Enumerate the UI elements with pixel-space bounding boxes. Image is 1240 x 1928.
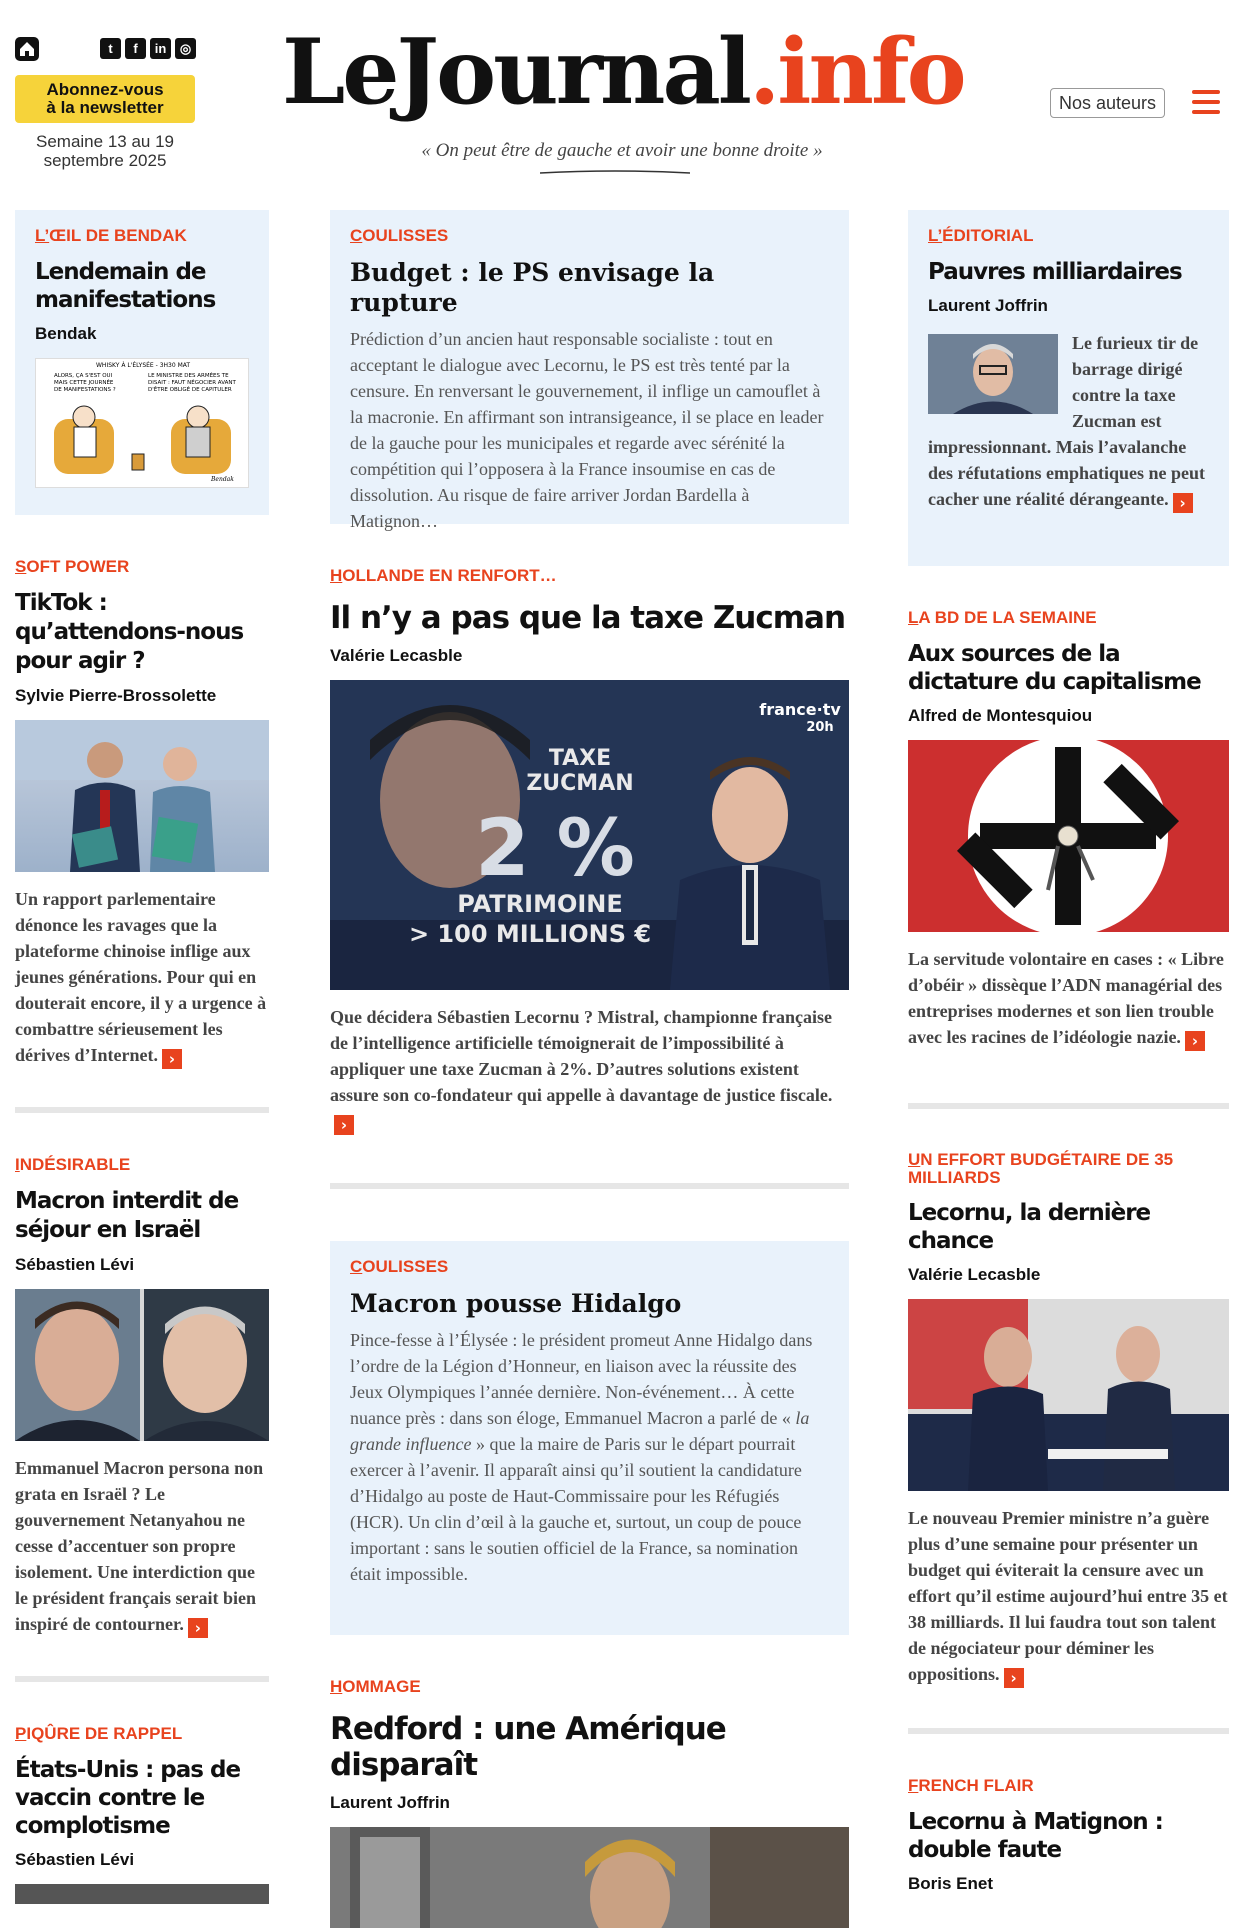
article-author[interactable]: Sébastien Lévi [15, 1255, 135, 1274]
tagline: « On peut être de gauche et avoir une bonne droite » [421, 140, 823, 161]
twitter-icon[interactable]: t [100, 38, 121, 59]
photo-two-people [15, 720, 269, 872]
article-title[interactable]: TikTok : qu’attendons-nous pour agir ? [15, 590, 244, 674]
article-teaser-text: Un rapport parlementaire dénonce les ravages que la plateforme chinoise inflige aux jeunes générations. Pour qui en douterait encore, il y a urgence à combattre sérieusement les dérives d’Internet. [15, 889, 267, 1065]
article-title[interactable]: Macron interdit de séjour en Israël [15, 1188, 239, 1243]
article-card[interactable] [15, 210, 269, 515]
site-header [0, 0, 1240, 200]
instagram-icon[interactable]: ◎ [175, 38, 196, 59]
article-title[interactable]: Lecornu, la dernière chance [908, 1200, 1151, 1254]
logo-text-suffix: .info [748, 19, 964, 125]
article-title[interactable]: Lecornu à Matignon : double faute [908, 1809, 1163, 1863]
article-title[interactable]: États-Unis : pas de vaccin contre le complotisme [15, 1757, 241, 1839]
read-more-arrow-icon[interactable]: › [1173, 493, 1193, 513]
cartoon-caption: WHISKY À L'ÉLYSÉE - 3H30 MAT [96, 362, 191, 369]
cartoon-bubble-right-3: D'ÊTRE OBLIGÉ DE CAPITULER [148, 387, 232, 393]
article-card[interactable] [330, 566, 849, 1135]
article-card[interactable] [908, 210, 1229, 566]
read-more-arrow-icon[interactable]: › [1004, 1668, 1024, 1688]
facebook-icon[interactable]: f [125, 38, 146, 59]
tv-text-rate: 2 % [475, 804, 635, 894]
article-kicker: L’ÉDITORIAL [928, 226, 1034, 245]
comic-cover [908, 740, 1229, 932]
article-card[interactable] [330, 210, 849, 531]
article-kicker: INDÉSIRABLE [15, 1155, 131, 1174]
cartoon-bubble-right-2: DISAIT : FAUT NÉGOCIER AVANT [148, 380, 236, 386]
divider [908, 1728, 1229, 1734]
divider [15, 1676, 269, 1682]
photo-redford [330, 1827, 849, 1928]
article-card[interactable] [908, 1776, 1229, 1894]
divider [330, 1183, 849, 1189]
article-title[interactable]: Budget : le PS envisage la rupture [350, 258, 715, 317]
article-title[interactable]: Macron pousse Hidalgo [350, 1289, 682, 1318]
cartoon-bubble-left-3: DE MANIFESTATIONS ? [54, 387, 116, 393]
photo-signing [908, 1299, 1229, 1491]
article-teaser[interactable] [15, 1455, 269, 1638]
article-author[interactable]: Boris Enet [908, 1874, 994, 1893]
article-author[interactable]: Valérie Lecasble [908, 1265, 1041, 1284]
article-teaser-text: La servitude volontaire en cases : « Libre d’obéir » dissèque l’ADN managérial des entreprises modernes et son lien trouble avec les racines de l’idéologie nazie. [908, 949, 1224, 1047]
article-card[interactable] [908, 608, 1229, 1051]
article-image[interactable] [15, 1289, 269, 1441]
article-title[interactable]: Il n’y a pas que la taxe Zucman [330, 600, 846, 636]
authors-button[interactable]: Nos auteurs [1050, 88, 1165, 118]
tv-text-threshold: > 100 MILLIONS € [408, 920, 652, 948]
portrait-joffrin [928, 334, 1058, 414]
article-body [350, 1327, 829, 1587]
tv-text-zucman: ZUCMAN [526, 771, 634, 796]
article-card[interactable] [15, 1155, 269, 1638]
middle-column [330, 210, 849, 1928]
newsletter-label-line1: Abonnez-vous [46, 80, 164, 99]
cartoon-image[interactable] [35, 358, 249, 488]
article-image[interactable] [15, 720, 269, 872]
tv-screenshot [330, 680, 849, 990]
logo-text-main: LeJournal [282, 19, 749, 125]
linkedin-icon[interactable]: in [150, 38, 171, 59]
right-column [908, 210, 1229, 1894]
article-author[interactable]: Bendak [35, 324, 97, 343]
tagline-swash [540, 170, 690, 174]
article-card[interactable] [15, 557, 269, 1069]
week-line-1: Semaine 13 au 19 [36, 132, 174, 151]
article-author[interactable]: Laurent Joffrin [928, 296, 1048, 315]
read-more-arrow-icon[interactable]: › [334, 1115, 354, 1135]
divider [15, 1107, 269, 1113]
article-author[interactable]: Alfred de Montesquiou [908, 706, 1093, 725]
article-image[interactable] [330, 1827, 849, 1928]
week-line-2: septembre 2025 [43, 151, 167, 170]
article-author[interactable]: Sébastien Lévi [15, 1850, 135, 1869]
cartoon-bubble-left-2: MAIS CETTE JOURNÉE [54, 380, 114, 386]
article-teaser-text: Le furieux tir de barrage dirigé contre la taxe Zucman est impressionnant. Mais l’avalanche des réfutations emphatiques ne peut cacher une réalité dérangeante. [928, 333, 1206, 509]
photo-two-portraits [15, 1289, 269, 1441]
article-image[interactable] [908, 740, 1229, 932]
article-kicker: FRENCH FLAIR [908, 1776, 1034, 1795]
article-title[interactable]: Redford : une Amérique disparaît [330, 1711, 726, 1783]
home-icon[interactable] [14, 36, 40, 62]
article-teaser[interactable] [908, 1505, 1229, 1688]
article-teaser[interactable] [908, 946, 1229, 1051]
article-card[interactable] [330, 1677, 849, 1928]
article-kicker: PIQÛRE DE RAPPEL [15, 1724, 183, 1743]
read-more-arrow-icon[interactable]: › [162, 1049, 182, 1069]
article-kicker: COULISSES [350, 226, 449, 245]
article-card[interactable] [15, 1724, 269, 1904]
article-title[interactable]: Lendemain de manifestations [35, 259, 216, 313]
article-kicker: HOLLANDE EN RENFORT… [330, 566, 557, 585]
newsletter-button[interactable] [15, 75, 195, 123]
social-links [100, 38, 196, 59]
article-card[interactable] [330, 1241, 849, 1635]
article-author[interactable]: Laurent Joffrin [330, 1793, 450, 1812]
tv-show-label: 20h [806, 720, 834, 735]
article-kicker: SOFT POWER [15, 557, 130, 576]
left-column [15, 210, 269, 1904]
article-kicker: COULISSES [350, 1257, 449, 1276]
read-more-arrow-icon[interactable]: › [188, 1618, 208, 1638]
article-card[interactable] [908, 1151, 1229, 1688]
article-author[interactable]: Sylvie Pierre-Brossolette [15, 686, 217, 705]
article-teaser-text: Le nouveau Premier ministre n’a guère plus d’une semaine pour présenter un budget qui éviterait la censure avec un effort qu’il estime aujourd’hui entre 35 et 38 milliards. Il lui faudra tout son talent de négociateur pour déminer les oppositions. [908, 1508, 1228, 1684]
article-kicker: UN EFFORT BUDGÉTAIRE DE 35 MILLIARDS [908, 1150, 1174, 1187]
article-teaser-text: Emmanuel Macron persona non grata en Israël ? Le gouvernement Netanyahou ne cesse d’accentuer son propre isolement. Une interdiction que le président français serait bien inspiré de contourner. [15, 1458, 264, 1634]
cartoon-signature: Bendak [211, 476, 234, 483]
article-body: Prédiction d’un ancien haut responsable socialiste : tout en acceptant le dialogue avec Lecornu, le PS est très tenté par la censure. En renversant le gouvernement, il inflige un camouflet à la macronie. En affirmant son intransigeance, il se place en leader de la gauche pour les municipales et regarde avec sérénité la compétition qui l’opposera à la France insoumise en cas de dissolution. Au risque de faire arriver Jordan Bardella à Matignon… [350, 329, 824, 531]
hamburger-menu-icon[interactable] [1192, 90, 1220, 114]
tv-text-taxe: TAXE [548, 746, 612, 771]
week-label [15, 132, 195, 170]
article-image[interactable] [330, 680, 849, 990]
article-teaser[interactable] [15, 886, 269, 1069]
article-teaser[interactable] [330, 1004, 849, 1135]
article-title[interactable]: Pauvres milliardaires [928, 259, 1182, 285]
article-kicker: LA BD DE LA SEMAINE [908, 608, 1097, 627]
divider [908, 1103, 1229, 1109]
article-title[interactable]: Aux sources de la dictature du capitalisme [908, 641, 1201, 695]
article-image[interactable] [15, 1884, 269, 1904]
article-kicker: L’ŒIL DE BENDAK [35, 226, 187, 245]
cartoon-bubble-left-1: ALORS, ÇA S'EST OUI [54, 373, 113, 379]
tv-channel-logo: france·tv [759, 700, 841, 719]
cartoon-bubble-right-1: LE MINISTRE DES ARMÉES TE [148, 373, 229, 379]
read-more-arrow-icon[interactable]: › [1185, 1031, 1205, 1051]
article-author[interactable]: Valérie Lecasble [330, 646, 463, 665]
article-body-part: Pince-fesse à l’Élysée : le président promeut Anne Hidalgo dans l’ordre de la Légion d’Honneur, en liaison avec la réussite des Jeux Olympiques l’année dernière. Non-événement… À cette nuance près : dans son éloge, Emmanuel Macron a parlé de « [350, 1330, 813, 1428]
author-photo[interactable] [928, 334, 1058, 414]
tv-text-patrimoine: PATRIMOINE [457, 890, 623, 918]
article-teaser-text: Que décidera Sébastien Lecornu ? Mistral, championne française de l’intelligence artificielle témoignerait de l’impossibilité à appliquer une taxe Zucman à 2%. D’autres solutions existent assure son co-fondateur qui appelle à davantage de justice fiscale. [330, 1007, 833, 1105]
article-kicker: HOMMAGE [330, 1677, 421, 1696]
cartoon-drawing [36, 359, 248, 487]
article-body-quote: la grande influence [350, 1408, 810, 1454]
site-logo[interactable] [282, 19, 964, 125]
article-image[interactable] [908, 1299, 1229, 1491]
newsletter-label-line2: à la newsletter [46, 98, 164, 117]
article-body-part: » que la maire de Paris sur le départ pourrait exercer à l’avenir. Il apparaît ainsi qu’il soutient la candidature d’Hidalgo au poste de Haut-Commissaire pour les Réfugiés (HCR). Un clin d’œil à la gauche et, surtout, un coup de pouce important : sans le soutien officiel de la France, sa nomination était impossible. [350, 1434, 802, 1584]
article-teaser[interactable] [928, 330, 1209, 513]
